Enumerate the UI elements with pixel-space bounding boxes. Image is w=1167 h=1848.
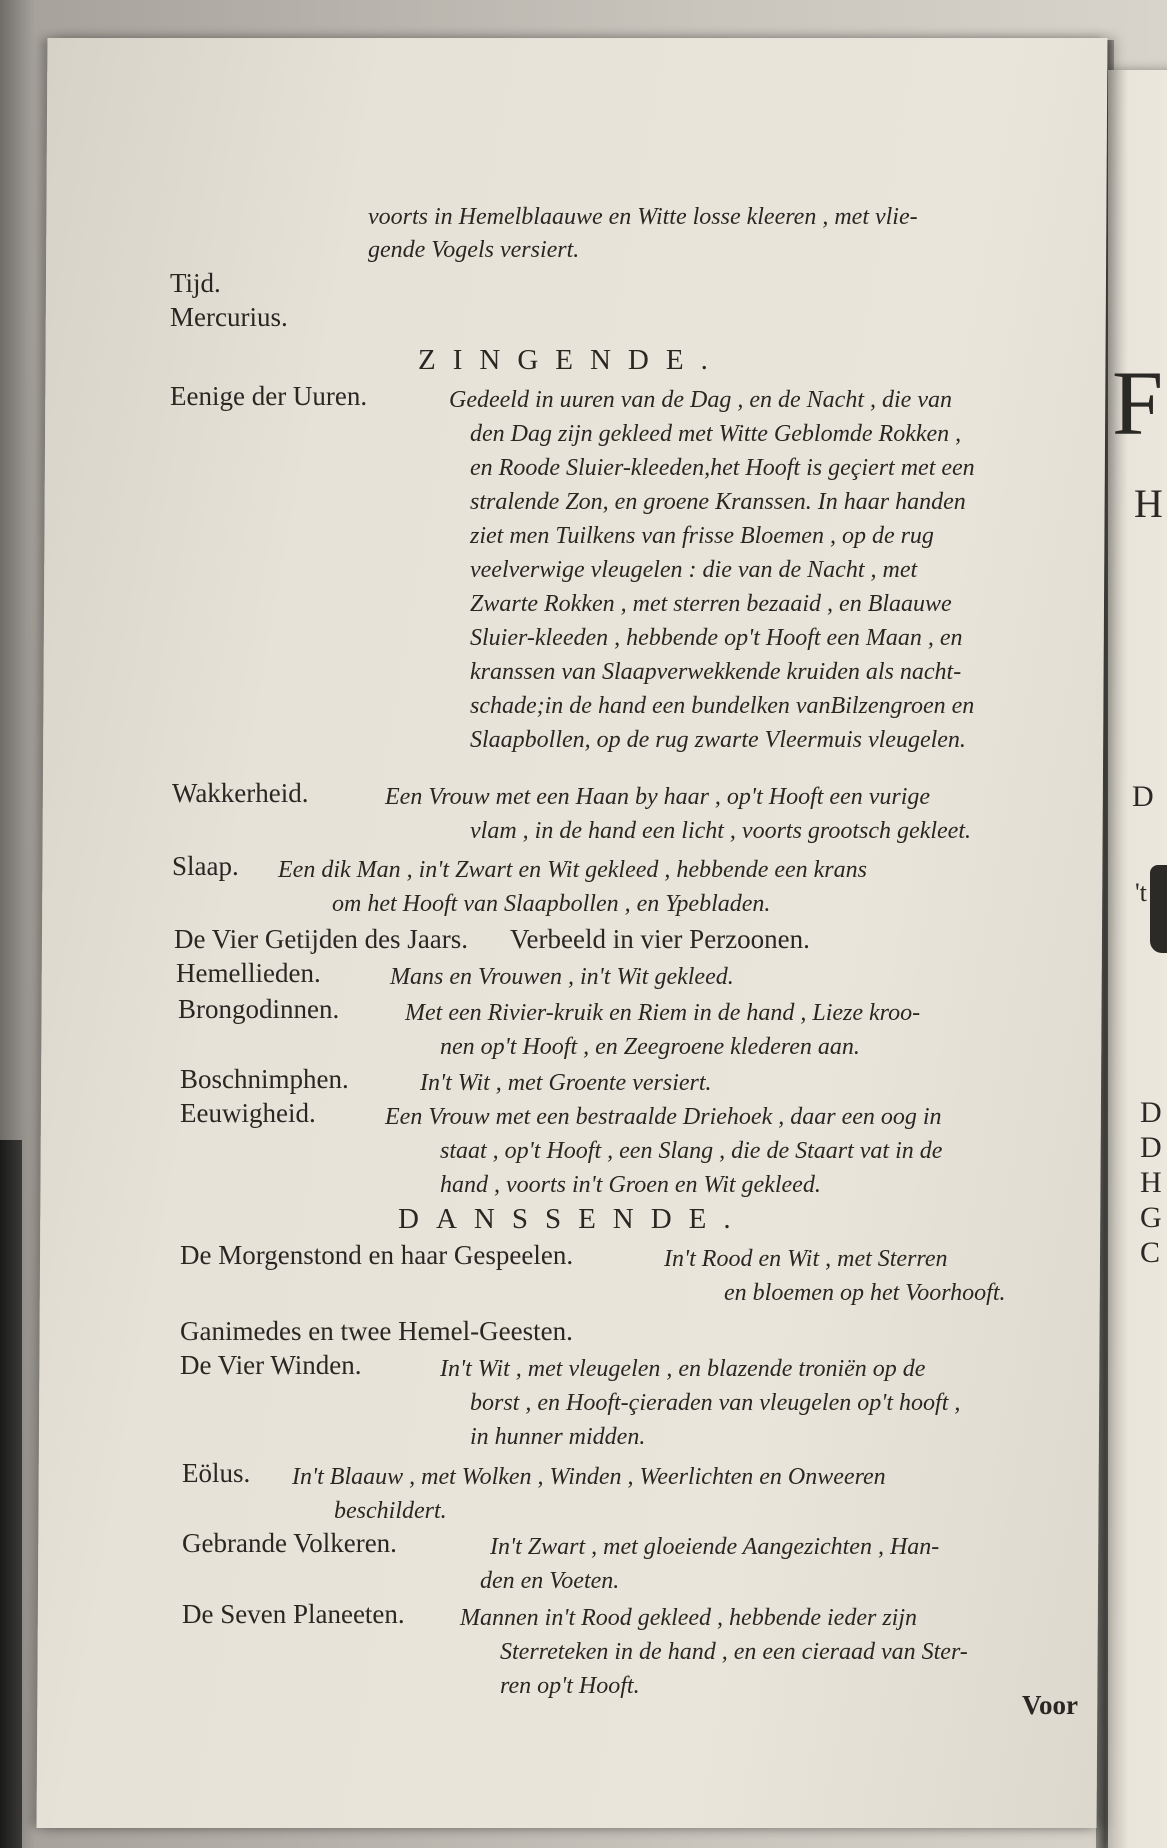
entry-description: In't Blaauw , met Wolken , Winden , Weerlichten en Onweeren bbox=[292, 1464, 886, 1490]
entry-description: staat , op't Hooft , een Slang , die de Staart vat in de bbox=[440, 1138, 943, 1164]
entry-description: Een Vrouw met een bestraalde Driehoek , daar een oog in bbox=[385, 1104, 942, 1130]
entry-description: beschildert. bbox=[334, 1498, 447, 1524]
entry-description: Verbeeld in vier Perzoonen. bbox=[510, 924, 810, 954]
facing-column-letter: D bbox=[1140, 1096, 1162, 1129]
entry-description: Gedeeld in uuren van de Dag , en de Nacht , die van bbox=[449, 387, 952, 413]
entry-description: en bloemen op het Voorhooft. bbox=[724, 1280, 1006, 1306]
entry-description: In't Wit , met Groente versiert. bbox=[420, 1070, 712, 1096]
entry-name: Slaap. bbox=[172, 851, 239, 881]
entry-name: De Morgenstond en haar Gespeelen. bbox=[180, 1240, 574, 1270]
entry-description: In't Rood en Wit , met Sterren bbox=[664, 1246, 948, 1272]
entry-name: De Vier Getijden des Jaars. bbox=[174, 924, 469, 954]
entry-description: Sluier-kleeden , hebbende op't Hooft een Maan , en bbox=[470, 625, 963, 651]
entry-description: om het Hooft van Slaapbollen , en Ypebladen. bbox=[332, 891, 771, 917]
entry-name: De Vier Winden. bbox=[180, 1350, 362, 1380]
facing-column-letter: H bbox=[1140, 1166, 1162, 1199]
entry-description: stralende Zon, en groene Kranssen. In haar handen bbox=[470, 489, 966, 515]
entry-name: Boschnimphen. bbox=[180, 1064, 349, 1094]
section-heading-dancing: DANSSENDE. bbox=[398, 1203, 748, 1235]
entry-name: Tijd. bbox=[170, 268, 221, 298]
entry-description: In't Zwart , met gloeiende Aangezichten , Han- bbox=[490, 1534, 940, 1560]
entry-name: Mercurius. bbox=[170, 302, 288, 332]
entry-description: Een dik Man , in't Zwart en Wit gekleed , hebbende een krans bbox=[278, 857, 867, 883]
entry-description: in hunner midden. bbox=[470, 1424, 646, 1450]
entry-description: den Dag zijn gekleed met Witte Geblomde Rokken , bbox=[470, 421, 962, 447]
entry-name: Hemellieden. bbox=[176, 958, 321, 988]
entry-name: Brongodinnen. bbox=[178, 994, 340, 1024]
facing-column-letter: G bbox=[1140, 1201, 1162, 1234]
facing-letter-d: D bbox=[1132, 780, 1154, 813]
entry-description: ziet men Tuilkens van frisse Bloemen , op de rug bbox=[470, 523, 934, 549]
entry-description: Mans en Vrouwen , in't Wit gekleed. bbox=[390, 964, 734, 990]
entry-description: veelverwige vleugelen : die van de Nacht , met bbox=[470, 557, 918, 583]
continuation-line: voorts in Hemelblaauwe en Witte losse kleeren , met vlie- bbox=[368, 204, 918, 230]
entry-description: Zwarte Rokken , met sterren bezaaid , en Blaauwe bbox=[470, 591, 952, 617]
entry-name: Eölus. bbox=[182, 1458, 251, 1488]
entry-description: nen op't Hooft , en Zeegroene klederen aan. bbox=[440, 1034, 860, 1060]
facing-letter-t: 't bbox=[1135, 878, 1147, 907]
entry-description: In't Wit , met vleugelen , en blazende troniën op de bbox=[440, 1356, 926, 1382]
entry-description: Mannen in't Rood gekleed , hebbende ieder zijn bbox=[460, 1605, 917, 1631]
section-heading-singing: ZINGENDE. bbox=[418, 344, 725, 376]
facing-big-letter: F bbox=[1112, 352, 1164, 454]
entry-description: den en Voeten. bbox=[480, 1568, 620, 1594]
entry-name: Eenige der Uuren. bbox=[170, 381, 368, 411]
facing-column-letter: C bbox=[1140, 1236, 1161, 1269]
entry-name: Ganimedes en twee Hemel-Geesten. bbox=[180, 1316, 573, 1346]
entry-description: en Roode Sluier-kleeden,het Hooft is geçiert met een bbox=[470, 455, 975, 481]
entry-name: Wakkerheid. bbox=[172, 778, 309, 808]
entry-name: De Seven Planeeten. bbox=[182, 1599, 405, 1629]
entry-description: Sterreteken in de hand , en een cieraad van Ster- bbox=[500, 1639, 968, 1665]
facing-column-letter: D bbox=[1140, 1131, 1162, 1164]
entry-description: kranssen van Slaapverwekkende kruiden als nacht- bbox=[470, 659, 962, 685]
entry-name: Eeuwigheid. bbox=[180, 1098, 316, 1128]
entry-description: hand , voorts in't Groen en Wit gekleed. bbox=[440, 1172, 821, 1198]
entry-description: Slaapbollen, op de rug zwarte Vleermuis vleugelen. bbox=[470, 727, 966, 753]
entry-name: Gebrande Volkeren. bbox=[182, 1528, 397, 1558]
entry-description: borst , en Hooft-çieraden van vleugelen op't hooft , bbox=[470, 1390, 961, 1416]
entry-description: ren op't Hooft. bbox=[500, 1673, 640, 1699]
entry-description: vlam , in de hand een licht , voorts grootsch gekleet. bbox=[470, 818, 971, 844]
entry-description: schade;in de hand een bundelken vanBilzengroen en bbox=[470, 693, 975, 719]
catchword: Voor bbox=[1022, 1690, 1079, 1720]
entry-description: Een Vrouw met een Haan by haar , op't Hooft een vurige bbox=[385, 784, 931, 810]
facing-letter-h: H bbox=[1134, 481, 1163, 526]
entry-description: Met een Rivier-kruik en Riem in de hand , Lieze kroo- bbox=[405, 1000, 921, 1026]
continuation-line: gende Vogels versiert. bbox=[368, 237, 580, 263]
